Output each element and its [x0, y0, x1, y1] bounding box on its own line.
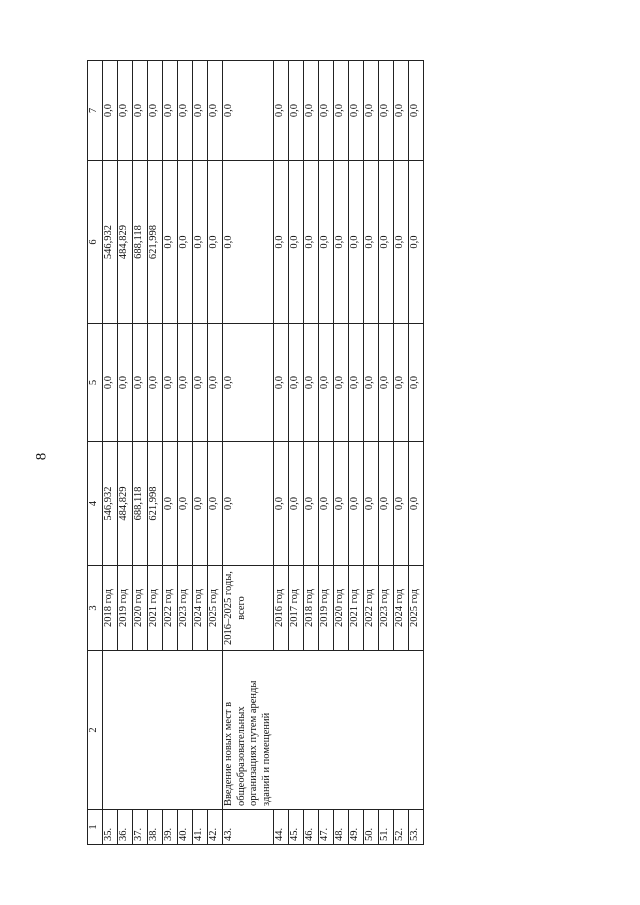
- period-cell: 2016 год: [274, 566, 289, 651]
- table-row: [103, 61, 118, 845]
- period-cell: 2022 год: [364, 566, 379, 651]
- row-number-cell: 40.: [178, 810, 193, 845]
- description-cell-empty: [103, 651, 223, 810]
- value-cell: 0,0: [274, 442, 289, 566]
- period-cell: 2018 год: [304, 566, 319, 651]
- table-container: [87, 61, 420, 845]
- header-cell: 2: [88, 651, 103, 810]
- row-number-cell: 35.: [103, 810, 118, 845]
- value-cell: 0,0: [364, 61, 379, 161]
- value-cell: 0,0: [319, 324, 334, 442]
- value-cell: 0,0: [208, 61, 223, 161]
- value-cell: 0,0: [163, 442, 178, 566]
- value-cell: 0,0: [394, 442, 409, 566]
- value-cell: 0,0: [349, 324, 364, 442]
- value-cell: 0,0: [349, 161, 364, 324]
- row-number-cell: 39.: [163, 810, 178, 845]
- period-cell: 2024 год: [394, 566, 409, 651]
- rotated-table-frame: [87, 61, 420, 845]
- period-cell: 2019 год: [319, 566, 334, 651]
- row-number-cell: 47.: [319, 810, 334, 845]
- table-row: [223, 61, 274, 845]
- value-cell: 621,998: [148, 442, 163, 566]
- header-cell: 6: [88, 161, 103, 324]
- value-cell: 546,932: [103, 442, 118, 566]
- value-cell: 0,0: [193, 442, 208, 566]
- value-cell: 0,0: [289, 61, 304, 161]
- value-cell: 0,0: [379, 161, 394, 324]
- value-cell: 0,0: [178, 161, 193, 324]
- row-number-cell: 38.: [148, 810, 163, 845]
- value-cell: 0,0: [289, 324, 304, 442]
- value-cell: 484,829: [118, 161, 133, 324]
- period-cell: 2021 год: [349, 566, 364, 651]
- value-cell: 0,0: [133, 324, 148, 442]
- value-cell: 0,0: [274, 61, 289, 161]
- value-cell: 0,0: [118, 61, 133, 161]
- value-cell: 0,0: [349, 442, 364, 566]
- value-cell: 0,0: [379, 442, 394, 566]
- value-cell: 0,0: [334, 324, 349, 442]
- row-number-cell: 46.: [304, 810, 319, 845]
- row-number-cell: 42.: [208, 810, 223, 845]
- period-cell: 2017 год: [289, 566, 304, 651]
- value-cell: 0,0: [409, 61, 424, 161]
- description-cell: Введение новых мест в общеобразовательных организациях путем аренды зданий и помещений: [223, 651, 424, 810]
- value-cell: 0,0: [163, 324, 178, 442]
- header-cell: 3: [88, 566, 103, 651]
- period-cell: 2020 год: [334, 566, 349, 651]
- header-cell: 1: [88, 810, 103, 845]
- header-row: [88, 61, 103, 845]
- value-cell: 0,0: [208, 442, 223, 566]
- value-cell: 0,0: [364, 161, 379, 324]
- value-cell: 0,0: [223, 161, 274, 324]
- value-cell: 0,0: [334, 61, 349, 161]
- value-cell: 0,0: [394, 61, 409, 161]
- row-number-cell: 48.: [334, 810, 349, 845]
- value-cell: 0,0: [223, 442, 274, 566]
- value-cell: 0,0: [274, 161, 289, 324]
- row-number-cell: 36.: [118, 810, 133, 845]
- period-cell: 2023 год: [178, 566, 193, 651]
- value-cell: 0,0: [289, 161, 304, 324]
- period-cell: 2024 год: [193, 566, 208, 651]
- value-cell: 0,0: [334, 161, 349, 324]
- value-cell: 0,0: [379, 324, 394, 442]
- value-cell: 0,0: [208, 324, 223, 442]
- row-number-cell: 53.: [409, 810, 424, 845]
- value-cell: 0,0: [274, 324, 289, 442]
- value-cell: 0,0: [103, 61, 118, 161]
- value-cell: 0,0: [193, 324, 208, 442]
- value-cell: 0,0: [319, 442, 334, 566]
- row-number-cell: 45.: [289, 810, 304, 845]
- value-cell: 0,0: [349, 61, 364, 161]
- value-cell: 0,0: [304, 324, 319, 442]
- header-cell: 7: [88, 61, 103, 161]
- value-cell: 0,0: [394, 161, 409, 324]
- page-number: 8: [33, 452, 50, 461]
- period-cell: 2020 год: [133, 566, 148, 651]
- period-cell: 2021 год: [148, 566, 163, 651]
- value-cell: 621,998: [148, 161, 163, 324]
- value-cell: 0,0: [148, 61, 163, 161]
- header-cell: 5: [88, 324, 103, 442]
- value-cell: 688,118: [133, 442, 148, 566]
- row-number-cell: 52.: [394, 810, 409, 845]
- row-number-cell: 49.: [349, 810, 364, 845]
- value-cell: 0,0: [394, 324, 409, 442]
- value-cell: 0,0: [148, 324, 163, 442]
- value-cell: 0,0: [409, 161, 424, 324]
- value-cell: 0,0: [409, 324, 424, 442]
- row-number-cell: 51.: [379, 810, 394, 845]
- value-cell: 0,0: [118, 324, 133, 442]
- value-cell: 0,0: [193, 161, 208, 324]
- value-cell: 0,0: [319, 61, 334, 161]
- period-cell: 2022 год: [163, 566, 178, 651]
- value-cell: 484,829: [118, 442, 133, 566]
- value-cell: 0,0: [334, 442, 349, 566]
- period-cell: 2016–2025 годы, всего: [223, 566, 274, 651]
- period-cell: 2019 год: [118, 566, 133, 651]
- value-cell: 0,0: [319, 161, 334, 324]
- value-cell: 0,0: [289, 442, 304, 566]
- value-cell: 0,0: [163, 161, 178, 324]
- value-cell: 546,932: [103, 161, 118, 324]
- table-body: [88, 61, 424, 845]
- value-cell: 0,0: [304, 161, 319, 324]
- value-cell: 688,118: [133, 161, 148, 324]
- period-cell: 2025 год: [208, 566, 223, 651]
- period-cell: 2023 год: [379, 566, 394, 651]
- value-cell: 0,0: [178, 442, 193, 566]
- row-number-cell: 37.: [133, 810, 148, 845]
- value-cell: 0,0: [304, 61, 319, 161]
- data-table: [87, 60, 424, 845]
- value-cell: 0,0: [103, 324, 118, 442]
- value-cell: 0,0: [304, 442, 319, 566]
- value-cell: 0,0: [379, 61, 394, 161]
- value-cell: 0,0: [409, 442, 424, 566]
- value-cell: 0,0: [178, 324, 193, 442]
- value-cell: 0,0: [133, 61, 148, 161]
- row-number-cell: 41.: [193, 810, 208, 845]
- value-cell: 0,0: [223, 324, 274, 442]
- row-number-cell: 50.: [364, 810, 379, 845]
- value-cell: 0,0: [364, 442, 379, 566]
- period-cell: 2018 год: [103, 566, 118, 651]
- value-cell: 0,0: [178, 61, 193, 161]
- value-cell: 0,0: [364, 324, 379, 442]
- value-cell: 0,0: [208, 161, 223, 324]
- row-number-cell: 43.: [223, 810, 274, 845]
- value-cell: 0,0: [163, 61, 178, 161]
- period-cell: 2025 год: [409, 566, 424, 651]
- value-cell: 0,0: [223, 61, 274, 161]
- value-cell: 0,0: [193, 61, 208, 161]
- row-number-cell: 44.: [274, 810, 289, 845]
- header-cell: 4: [88, 442, 103, 566]
